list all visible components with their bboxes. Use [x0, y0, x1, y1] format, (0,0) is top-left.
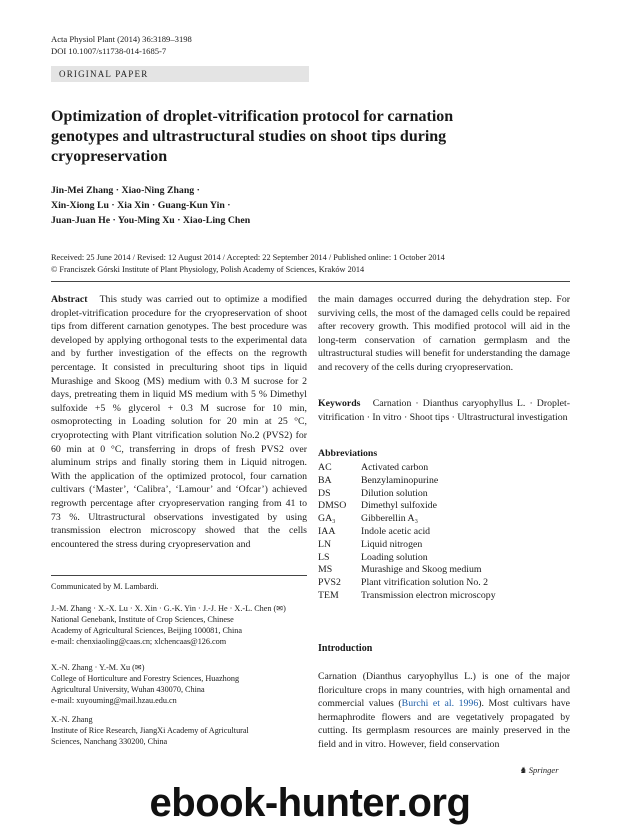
publication-dates: [51, 252, 571, 276]
abbreviation-row: [318, 577, 496, 590]
abbreviation-value: Activated carbon: [361, 462, 429, 473]
abbreviation-value: Dimethyl sulfoxide: [361, 500, 437, 512]
author-list: [51, 183, 521, 228]
abbreviation-value: Plant vitrification solution No. 2: [361, 577, 489, 589]
abstract-left: [51, 293, 307, 551]
abbreviation-row: [318, 475, 496, 488]
keywords: [318, 397, 570, 424]
author-line: Jin-Mei Zhang · Xiao-Ning Zhang ·: [51, 185, 200, 196]
abbreviation-row: [318, 488, 496, 501]
abbreviation-row: [318, 552, 496, 565]
communicated-by: Communicated by M. Lambardi.: [51, 575, 307, 591]
abbreviation-row: [318, 564, 496, 577]
journal-citation: Acta Physiol Plant (2014) 36:3189–3198: [51, 34, 192, 44]
affiliation-email: e-mail: xuyouming@mail.hzau.edu.cn: [51, 696, 177, 705]
introduction-heading: Introduction: [318, 643, 373, 654]
abbreviation-value: Dilution solution: [361, 487, 428, 499]
abbreviation-key: DMSO: [318, 500, 347, 512]
affiliation-2: [51, 662, 307, 706]
abbreviation-key: GA₃: [318, 513, 336, 525]
abbreviation-value: Loading solution: [361, 551, 428, 563]
affiliation-line: National Genebank, Institute of Crop Sciences, Chinese: [51, 615, 234, 624]
affiliation-1: [51, 603, 307, 647]
abbreviation-key: LS: [318, 551, 330, 563]
publisher-logo: ♞ Springer: [519, 765, 559, 775]
author-line: Xin-Xiong Lu · Xia Xin · Guang-Kun Yin ·: [51, 200, 231, 211]
affiliation-line: College of Horticulture and Forestry Sciences, Huazhong: [51, 674, 240, 683]
divider: [51, 281, 570, 282]
abstract-right: the main damages occurred during the dehydration step. For surviving cells, the most of the damaged cells could be repaired after recovery growth. This modified protocol will aid in the long-term conservation of carnation germplasm and the ultrastructural studies will benefit for understanding the damage and recovery of the cells during cryopreservation.: [318, 294, 570, 373]
abbreviation-value: Transmission electron microscopy: [361, 589, 496, 601]
abbreviation-value: Murashige and Skoog medium: [361, 564, 482, 576]
section-label: ORIGINAL PAPER: [51, 66, 309, 82]
abbreviation-row: [318, 513, 496, 526]
affiliation-line: Institute of Rice Research, JiangXi Academy of Agricultural: [51, 726, 249, 735]
abbreviation-key: MS: [318, 564, 333, 576]
affiliation-line: Agricultural University, Wuhan 430070, China: [51, 685, 205, 694]
abbreviation-value: Indole acetic acid: [361, 525, 431, 537]
affiliation-authors: X.-N. Zhang · Y.-M. Xu (✉): [51, 663, 145, 672]
abstract-label: Abstract: [51, 294, 88, 305]
affiliation-line: Academy of Agricultural Sciences, Beijing 100081, China: [51, 626, 242, 635]
doi: DOI 10.1007/s11738-014-1685-7: [51, 46, 167, 56]
introduction-text: Carnation (Dianthus caryophyllus L.) is one of the major floriculture crops in many countries, with high ornamental and commercial values (Burchi et al. 1996). Most cultivars have hermaphrodite flowers and are vegetatively propagated by cutting. Its germplasm resources are mainly preserved in the field and in vitro. However, field conservation: [318, 671, 570, 750]
abbreviation-key: BA: [318, 474, 332, 486]
affiliation-line: Sciences, Nanchang 330200, China: [51, 737, 168, 746]
abbreviation-row: [318, 526, 496, 539]
abbreviation-row: [318, 462, 496, 475]
keywords-text: Carnation · Dianthus caryophyllus L. · Droplet-vitrification · In vitro · Shoot tips · Ultrastructural investigation: [318, 398, 570, 423]
abbreviation-value: Liquid nitrogen: [361, 538, 423, 550]
abbreviation-value: Gibberellin A₃: [361, 513, 419, 525]
affiliation-authors: J.-M. Zhang · X.-X. Lu · X. Xin · G.-K. Yin · J.-J. He · X.-L. Chen (✉): [51, 604, 286, 613]
abbreviation-key: PVS2: [318, 577, 341, 589]
abbreviation-row: [318, 539, 496, 552]
abbreviations-title: Abbreviations: [318, 448, 378, 459]
abbreviation-key: IAA: [318, 525, 336, 537]
abbreviation-key: DS: [318, 487, 331, 499]
abbreviation-key: TEM: [318, 589, 339, 601]
abstract-text: This study was carried out to optimize a modified droplet-vitrification procedure for the cryopreservation of shoot tips from different carnation genotypes. The best procedure was developed by applying orthogonal tests to the experimental data and by further investigation of the effects on the regrowth percentage. It consisted in preculturing shoot tips in liquid Murashige and Skoog (MS) medium with 0.3 M sucrose for 2 days, pretreating them in liquid MS medium with 5 % Dimethyl sulfoxide +5 % glycerol + 0.3 M sucrose for 10 min, osmoprotecting in Loading solution for 20 min at 25 °C, cryoprotecting with Plant vitrification solution No.2 (PVS2) for 60 min at 0 °C, transferring in drops of fresh PVS2 over aluminum strips and finally storing them in Liquid nitrogen. With the application of the optimized protocol, four carnation cultivars (‘Master’, ‘Calibra’, ‘Lamour’ and ‘Ofcar’) achieved regrowth percentage after cryopreservation ranging from 41 to 73 %. Ultrastructural observations investigated by using transmission electron microscopy showed that the cells encountered the stress during cryopreservation and: [51, 294, 307, 550]
abbreviations-list: [318, 462, 496, 603]
abbreviation-value: Benzylaminopurine: [361, 474, 439, 486]
copyright: © Franciszek Górski Institute of Plant Physiology, Polish Academy of Sciences, Kraków 2014: [51, 265, 365, 274]
abbreviation-key: LN: [318, 538, 332, 550]
abbreviation-row: [318, 500, 496, 513]
springer-horse-icon: ♞: [519, 765, 527, 775]
watermark: ebook-hunter.org: [149, 781, 471, 825]
author-line: Juan-Juan He · You-Ming Xu · Xiao-Ling Chen: [51, 215, 251, 226]
paper-title: Optimization of droplet-vitrification protocol for carnation genotypes and ultrastructural studies on shoot tips during cryopreservation: [51, 108, 454, 165]
affiliation-email: e-mail: chenxiaoling@caas.cn; xlchencaas@126.com: [51, 637, 227, 646]
affiliation-3: [51, 714, 307, 747]
abbreviation-row: [318, 590, 496, 603]
keywords-label: Keywords: [318, 398, 361, 409]
journal-header: [51, 33, 192, 57]
citation-link[interactable]: Burchi et al. 1996: [401, 698, 479, 710]
history-dates: Received: 25 June 2014 / Revised: 12 August 2014 / Accepted: 22 September 2014 / Published online: 1 October 2014: [51, 253, 445, 262]
abbreviation-key: AC: [318, 462, 332, 473]
affiliation-authors: X.-N. Zhang: [51, 715, 93, 724]
